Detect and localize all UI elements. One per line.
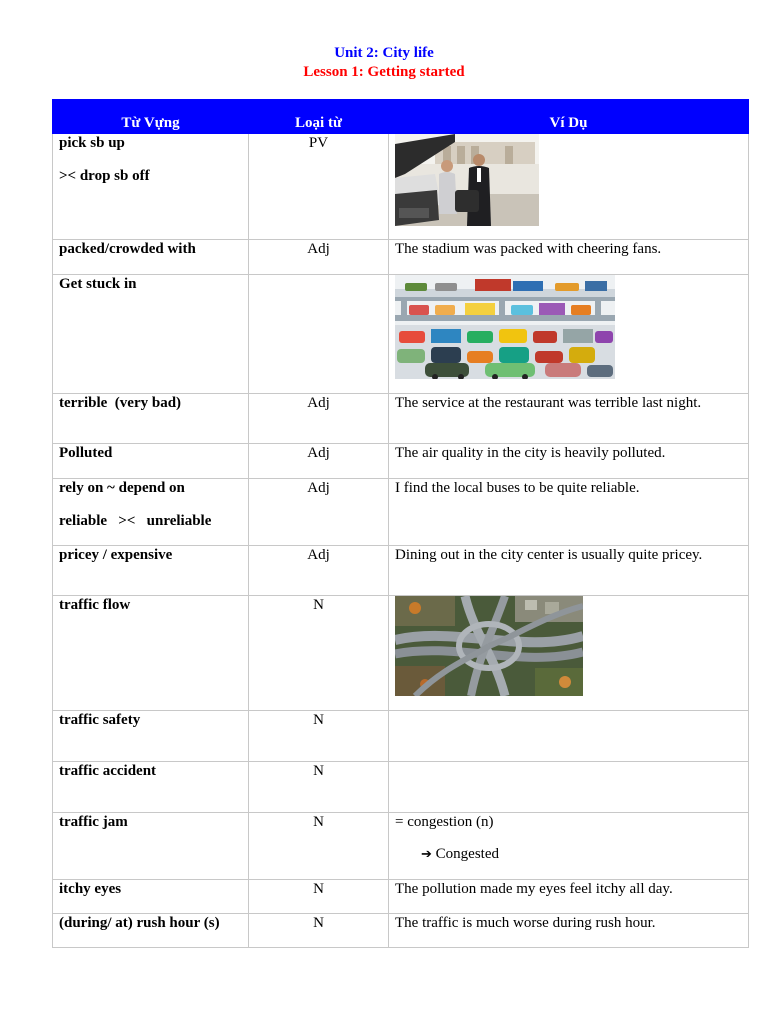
example-text-secondary: Congested xyxy=(435,846,499,862)
type-cell: N xyxy=(249,914,389,948)
table-row xyxy=(53,479,749,546)
type-cell: Adj xyxy=(249,394,389,444)
unit-title: Unit 2: City life xyxy=(334,45,434,61)
example-cell: The traffic is much worse during rush hour. xyxy=(389,914,749,948)
highway-interchange-photo xyxy=(395,596,583,696)
type-cell: N xyxy=(249,711,389,762)
example-cell: The service at the restaurant was terrible last night. xyxy=(389,394,749,444)
word-cell: traffic flow xyxy=(53,596,249,711)
type-cell: Adj xyxy=(249,444,389,479)
type-cell: Adj xyxy=(249,240,389,275)
table-row xyxy=(53,546,749,596)
example-cell xyxy=(389,275,749,394)
word-cell: Get stuck in xyxy=(53,275,249,394)
word-cell: (during/ at) rush hour (s) xyxy=(53,914,249,948)
table-row xyxy=(53,134,749,240)
column-header-example: Ví Dụ xyxy=(389,100,749,134)
example-cell xyxy=(389,711,749,762)
word-cell: terrible (very bad) xyxy=(53,394,249,444)
example-cell: The air quality in the city is heavily polluted. xyxy=(389,444,749,479)
type-cell: PV xyxy=(249,134,389,240)
table-row xyxy=(53,762,749,813)
type-cell xyxy=(249,275,389,394)
right-arrow-icon: ➔ xyxy=(421,846,432,861)
table-row xyxy=(53,813,749,880)
word-cell: packed/crowded with xyxy=(53,240,249,275)
traffic-jam-illustration xyxy=(395,275,615,379)
example-text: = congestion (n) xyxy=(395,814,494,830)
example-cell xyxy=(389,762,749,813)
word-text: rely on ~ depend on xyxy=(59,480,185,496)
word-cell: itchy eyes xyxy=(53,880,249,914)
example-cell: I find the local buses to be quite reliable. xyxy=(389,479,749,546)
word-cell: pricey / expensive xyxy=(53,546,249,596)
word-text-secondary: reliable >< unreliable xyxy=(59,513,212,529)
example-cell xyxy=(389,134,749,240)
table-row xyxy=(53,240,749,275)
lesson-title: Lesson 1: Getting started xyxy=(303,64,465,80)
example-cell xyxy=(389,596,749,711)
example-cell: Dining out in the city center is usually quite pricey. xyxy=(389,546,749,596)
example-arrow-line xyxy=(395,845,742,863)
table-row xyxy=(53,880,749,914)
table-row xyxy=(53,394,749,444)
type-cell: N xyxy=(249,880,389,914)
example-cell: The pollution made my eyes feel itchy all day. xyxy=(389,880,749,914)
type-cell: N xyxy=(249,762,389,813)
word-cell: traffic accident xyxy=(53,762,249,813)
word-cell xyxy=(53,479,249,546)
word-cell: traffic safety xyxy=(53,711,249,762)
car-pickup-photo xyxy=(395,134,539,226)
table-row xyxy=(53,275,749,394)
type-cell: N xyxy=(249,813,389,880)
word-cell: traffic jam xyxy=(53,813,249,880)
table-row xyxy=(53,914,749,948)
vocabulary-table xyxy=(52,99,749,948)
example-cell xyxy=(389,813,749,880)
type-cell: N xyxy=(249,596,389,711)
word-text-secondary: >< drop sb off xyxy=(59,168,150,184)
type-cell: Adj xyxy=(249,546,389,596)
word-cell: Polluted xyxy=(53,444,249,479)
word-text: pick sb up xyxy=(59,135,125,151)
table-row xyxy=(53,596,749,711)
table-row xyxy=(53,444,749,479)
column-header-word: Từ Vựng xyxy=(53,100,249,134)
table-row xyxy=(53,711,749,762)
type-cell: Adj xyxy=(249,479,389,546)
table-header-row xyxy=(53,100,749,134)
column-header-type: Loại từ xyxy=(249,100,389,134)
word-cell xyxy=(53,134,249,240)
example-cell: The stadium was packed with cheering fans. xyxy=(389,240,749,275)
